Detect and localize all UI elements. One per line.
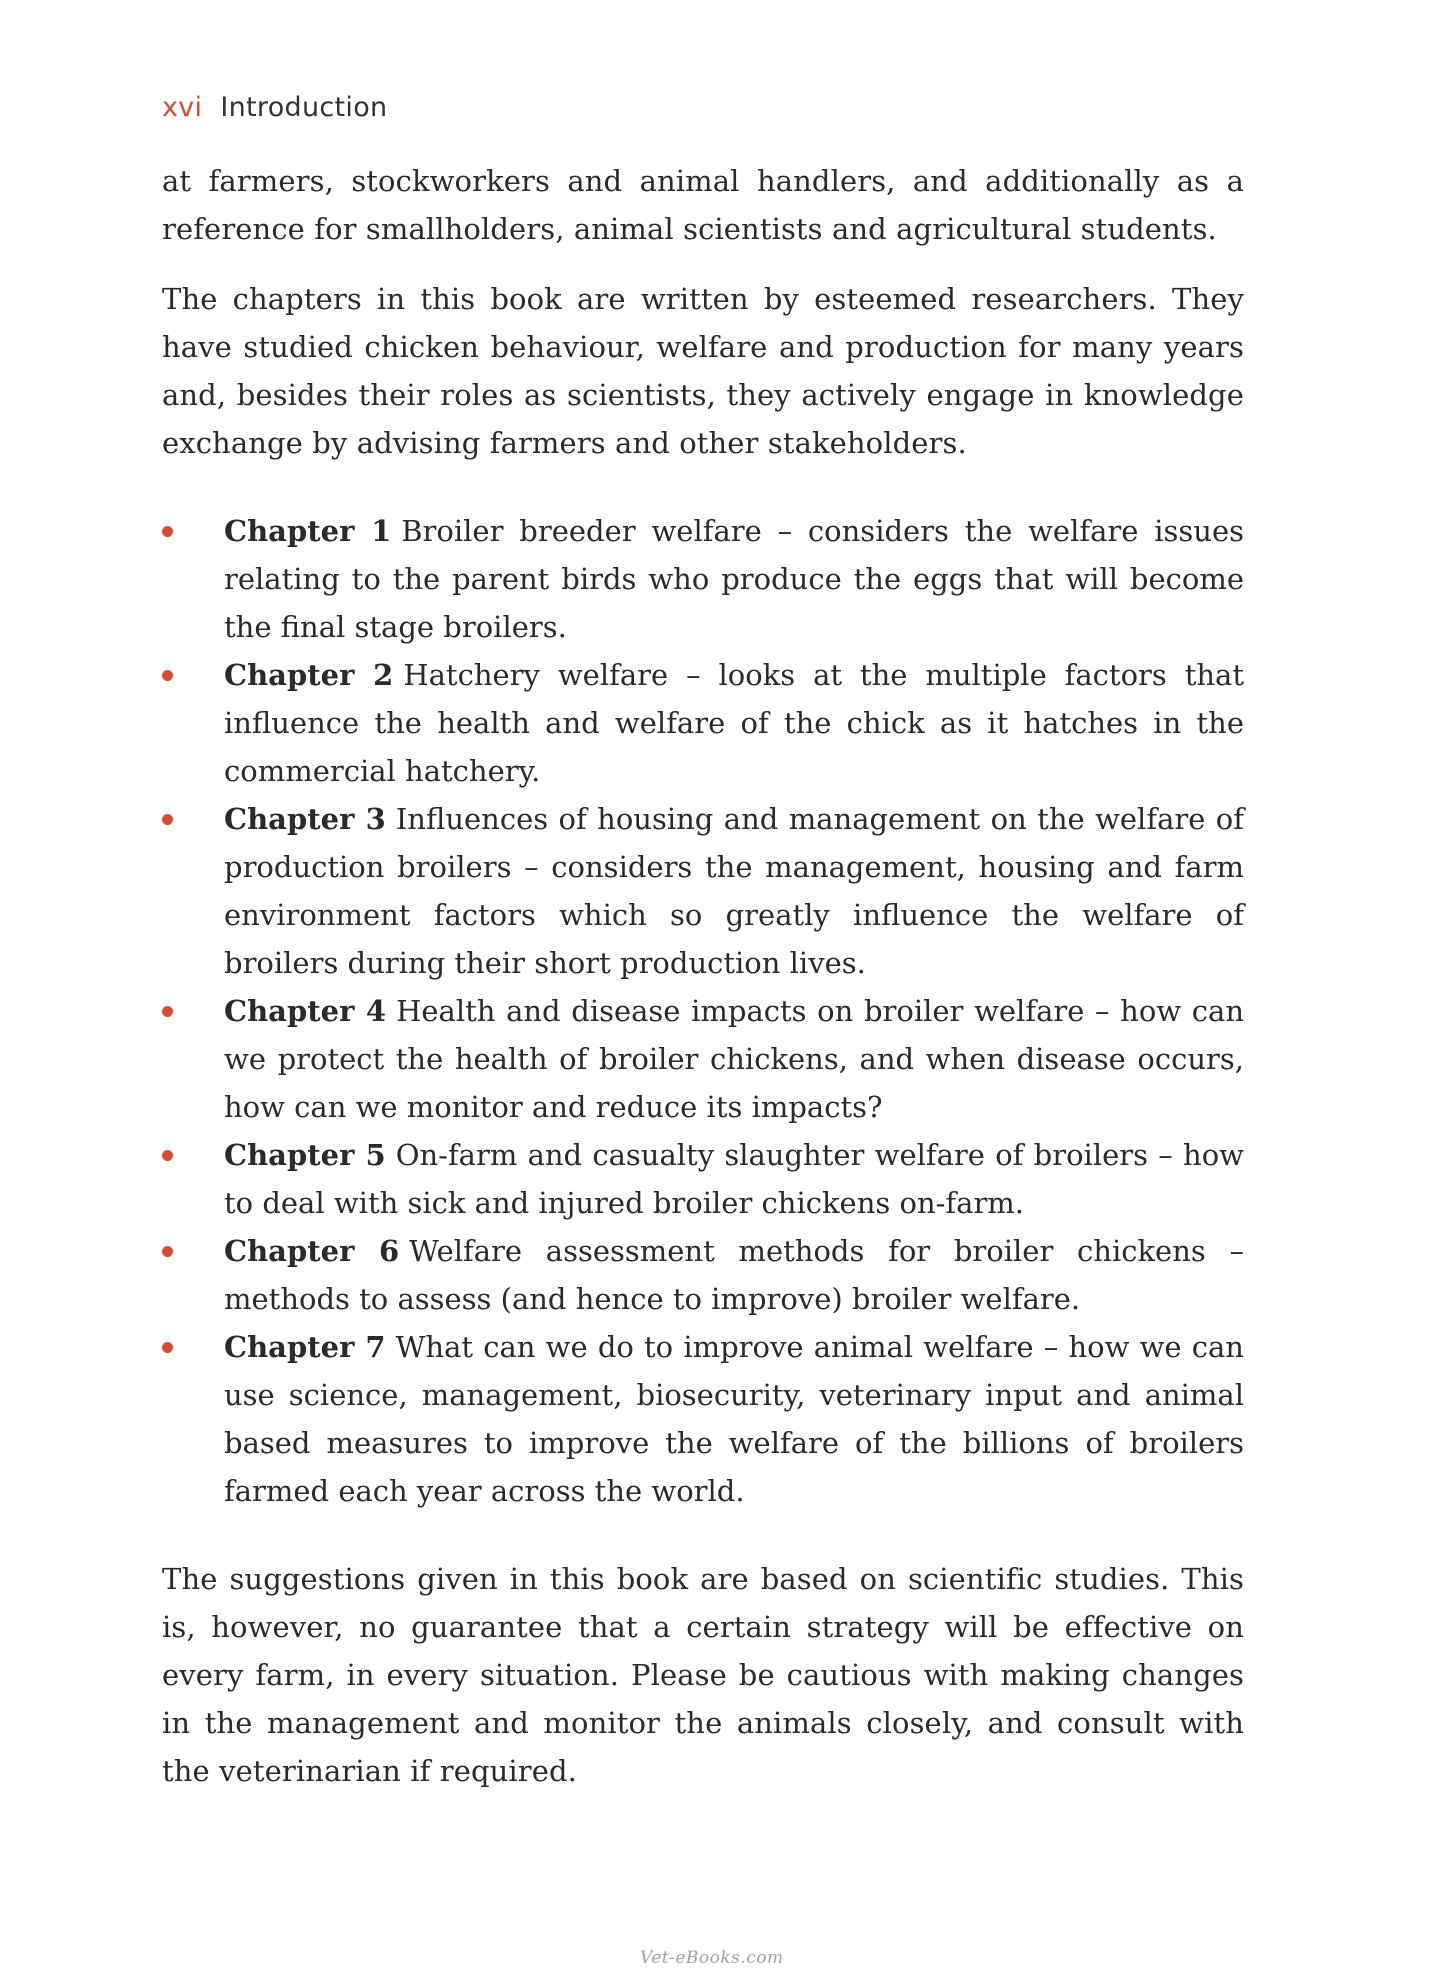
paragraph-2: The chapters in this book are written by esteemed researchers. They have studied chicken behaviour, welfare and production for many years and, besides their roles as scientists, they actively engage in knowledge exchange by advising farmers and other stakeholders. [162,282,1244,460]
chapter-list-item [162,1227,1244,1323]
chapter-list-item [162,1131,1244,1227]
chapter-label: Chapter 3 [224,802,386,836]
chapter-label: Chapter 2 [224,658,394,692]
chapter-description: Health and disease impacts on broiler welfare – how can we protect the health of broiler chickens, and when disease occurs, how can we monitor and reduce its impacts? [224,994,1244,1124]
bullet-icon [162,814,173,825]
book-page [162,88,1244,1817]
running-head [162,88,1244,128]
chapter-list-item [162,1323,1244,1515]
body-text [162,157,1244,1795]
chapter-label: Chapter 1 [224,514,392,548]
chapter-description: Welfare assessment methods for broiler chickens – methods to assess (and hence to improve) broiler welfare. [224,1234,1244,1316]
paragraph-1: at farmers, stockworkers and animal handlers, and additionally as a reference for smallholders, animal scientists and agricultural students. [162,164,1244,246]
bullet-icon [162,1150,173,1161]
chapter-label: Chapter 4 [224,994,387,1028]
chapter-list-item [162,987,1244,1131]
bullet-icon [162,1006,173,1017]
chapter-label: Chapter 5 [224,1138,386,1172]
chapter-list-item [162,795,1244,987]
chapter-description: Broiler breeder welfare – considers the welfare issues relating to the parent birds who produce the eggs that will become the final stage broilers. [224,514,1244,644]
chapter-description: Influences of housing and management on the welfare of production broilers – considers the management, housing and farm environment factors which so greatly influence the welfare of broilers during their short production lives. [224,802,1244,980]
bullet-icon [162,670,173,681]
chapter-label: Chapter 6 [224,1234,400,1268]
page-number: xvi [162,92,203,123]
chapter-label: Chapter 7 [224,1330,386,1364]
closing-paragraph: The suggestions given in this book are based on scientific studies. This is, however, no guarantee that a certain strategy will be effective on every farm, in every situation. Please be cautious with making changes in the management and monitor the animals closely, and consult with the veterinarian if required. [162,1562,1244,1788]
chapter-list [162,507,1244,1515]
chapter-description: On-farm and casualty slaughter welfare of broilers – how to deal with sick and injured broiler chickens on-farm. [224,1138,1245,1220]
running-head-title: Introduction [220,92,388,123]
chapter-list-item [162,507,1244,651]
chapter-description: Hatchery welfare – looks at the multiple factors that influence the health and welfare of the chick as it hatches in the commercial hatchery. [224,658,1244,788]
chapter-list-item [162,651,1244,795]
bullet-icon [162,1246,173,1257]
watermark-logo: Vet-eBooks.com [640,1948,784,1968]
bullet-icon [162,526,173,537]
chapter-description: What can we do to improve animal welfare – how we can use science, management, biosecurity, veterinary input and animal based measures to improve the welfare of the billions of broilers farmed each year across the world. [224,1330,1244,1508]
bullet-icon [162,1342,173,1353]
